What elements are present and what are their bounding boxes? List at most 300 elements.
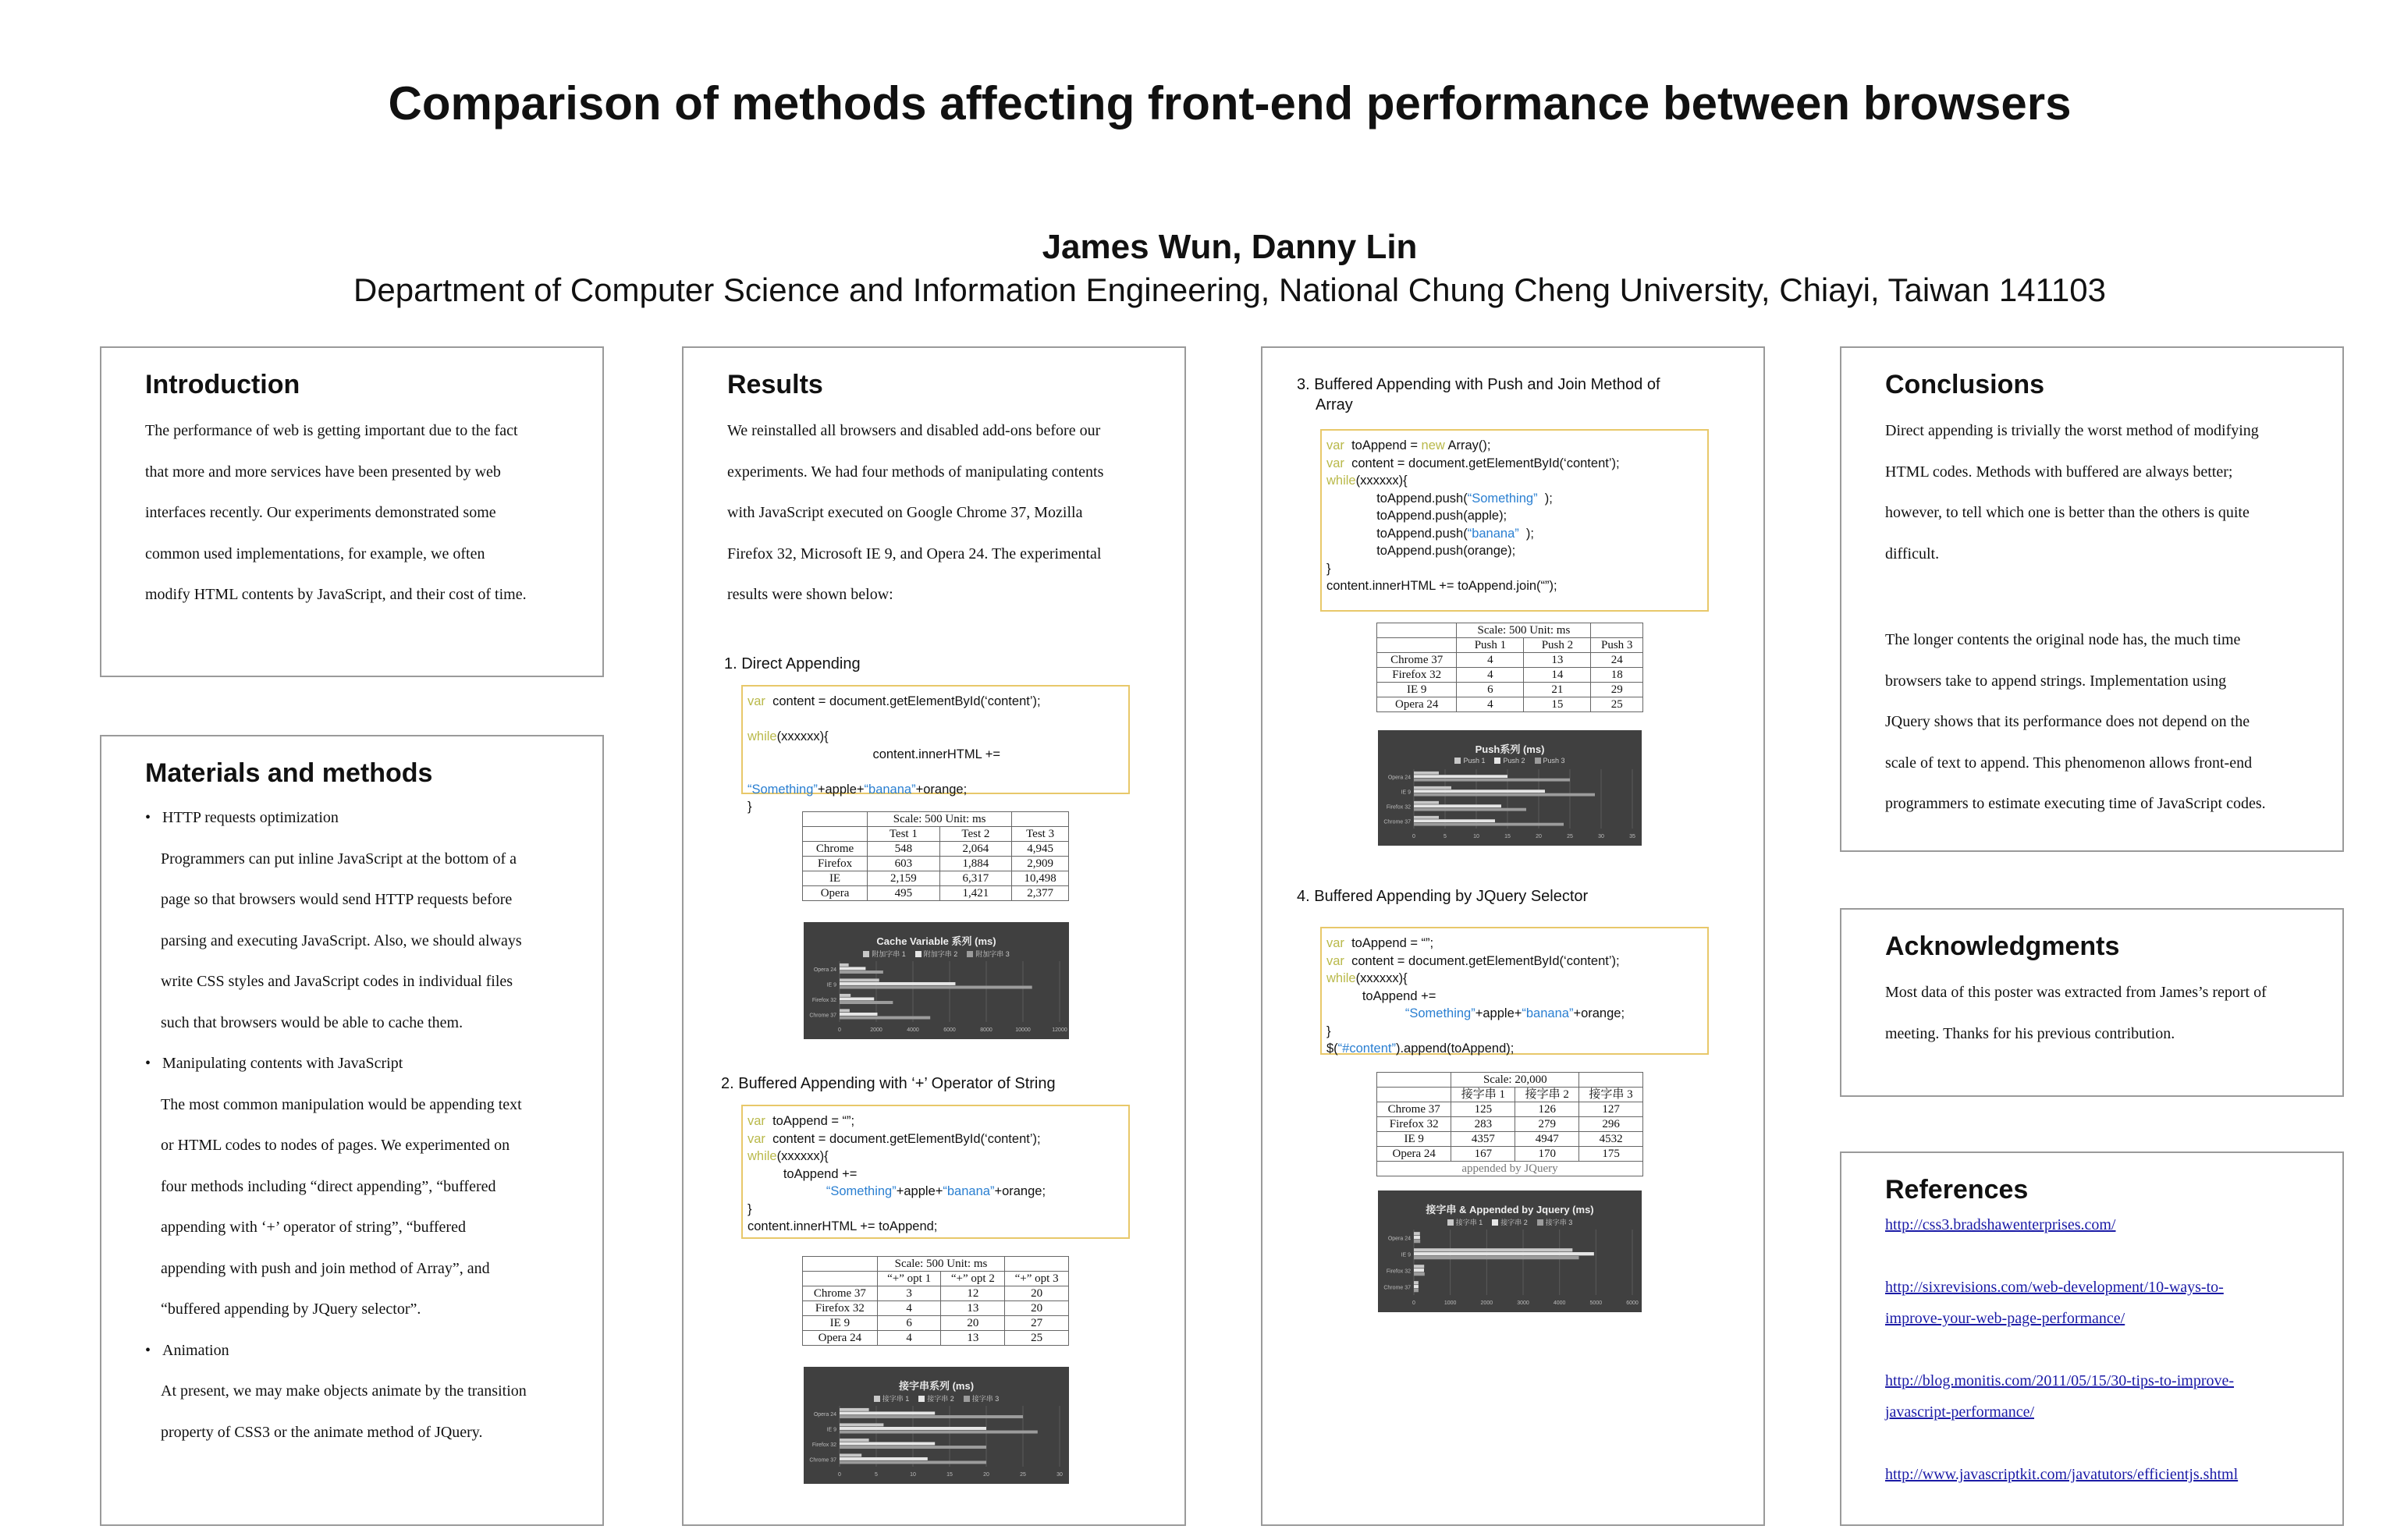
- bullet-body: [145, 839, 598, 1044]
- code-keyword: var: [748, 1114, 765, 1128]
- code-string: “Something”: [1467, 491, 1538, 506]
- code-text: ).append(toAppend);: [1395, 1041, 1515, 1056]
- reference-gap: [1885, 1428, 2338, 1459]
- table-row: [1377, 1132, 1643, 1147]
- x-tick-label: 30: [1598, 834, 1604, 839]
- table-cell: Chrome 37: [1377, 653, 1457, 668]
- bar: [840, 1013, 878, 1016]
- text-line: The performance of web is getting important due to the fact: [145, 422, 518, 439]
- table-header: “+” opt 2: [941, 1272, 1005, 1286]
- section-buffered-plus: 2. Buffered Appending with ‘+’ Operator of String: [721, 1075, 1056, 1092]
- reference-gap: [1885, 1240, 2338, 1272]
- bar: [1414, 1236, 1420, 1239]
- bar: [1414, 823, 1564, 826]
- x-tick-label: 0: [1412, 834, 1415, 839]
- bar: [1414, 801, 1439, 804]
- table-cell: 2,159: [868, 871, 940, 886]
- x-tick-label: 6000: [943, 1027, 956, 1033]
- code-text: content.innerHTML +=: [872, 747, 1001, 761]
- code-text: (xxxxxx){: [776, 1149, 829, 1163]
- code-text: );: [1537, 491, 1553, 506]
- text-line: At present, we may make objects animate by the transition: [161, 1382, 527, 1400]
- text-line: HTML codes. Methods with buffered are always better;: [1885, 463, 2233, 481]
- code-text: toAppend =: [1344, 438, 1422, 452]
- x-tick-label: 8000: [980, 1027, 993, 1033]
- bar: [1414, 1252, 1594, 1255]
- code-text: +apple+: [817, 782, 865, 797]
- code-string: “banana”: [1522, 1006, 1574, 1020]
- code-text: content.innerHTML += toAppend.join(“”);: [1326, 579, 1557, 593]
- code-keyword: var: [1326, 438, 1344, 452]
- table-header: 接字串 2: [1515, 1088, 1579, 1102]
- reference-gap: [1885, 1334, 2338, 1365]
- table-cell: 296: [1579, 1117, 1643, 1132]
- text-line: interfaces recently. Our experiments demonstrated some: [145, 504, 496, 521]
- bar: [1414, 1232, 1420, 1235]
- materials-text: [145, 797, 598, 1453]
- section-jquery: 4. Buffered Appending by JQuery Selector: [1297, 888, 1589, 905]
- affiliation: Department of Computer Science and Information Engineering, National Chung Cheng University, Chiayi, Taiwan 141103: [353, 271, 2106, 308]
- reference-link-2[interactable]: http://sixrevisions.com/web-development/10-ways-to-: [1885, 1279, 2224, 1296]
- code-text: +orange;: [994, 1184, 1046, 1198]
- table-cell: Chrome: [803, 842, 868, 857]
- code-keyword: while: [1326, 474, 1356, 488]
- y-category-label: Chrome 37: [1383, 819, 1411, 825]
- table-corner: [803, 827, 868, 842]
- chart-push: [1378, 730, 1642, 846]
- legend-entry: 接字串 2: [1492, 1219, 1528, 1226]
- table-cell: 2,909: [1012, 857, 1069, 871]
- y-category-label: Chrome 37: [809, 1013, 836, 1019]
- table-cell: 283: [1451, 1117, 1515, 1132]
- table-row: [803, 886, 1069, 901]
- bullet-animation: • Animation: [145, 1341, 229, 1359]
- table-row: [1377, 1147, 1643, 1162]
- text-line: difficult.: [1885, 545, 1940, 562]
- bar: [840, 1431, 1038, 1434]
- table-cell: 4: [1457, 668, 1524, 683]
- table-cell: Firefox 32: [803, 1301, 878, 1316]
- reference-link-3-cont[interactable]: javascript-performance/: [1885, 1403, 2035, 1421]
- table-cell: 12: [941, 1286, 1005, 1301]
- table-cell: Firefox: [803, 857, 868, 871]
- table-cell: 18: [1591, 668, 1643, 683]
- y-category-label: IE 9: [826, 982, 836, 988]
- conclusions-text: [1885, 410, 2338, 825]
- reference-link-1[interactable]: http://css3.bradshawenterprises.com/: [1885, 1216, 2116, 1233]
- bar: [840, 1427, 986, 1430]
- table-cell: 13: [941, 1301, 1005, 1316]
- x-tick-label: 20: [983, 1472, 989, 1478]
- table-header: “+” opt 3: [1005, 1272, 1069, 1286]
- code-text: content = document.getElementById(‘content’);: [1344, 456, 1620, 470]
- legend-entry: 接字串 1: [874, 1395, 910, 1403]
- code-keyword: while: [748, 729, 777, 743]
- table-cell: Opera 24: [1377, 697, 1457, 712]
- table-header: Test 1: [868, 827, 940, 842]
- table-row: [803, 1316, 1069, 1331]
- x-tick-label: 25: [1020, 1472, 1026, 1478]
- bar: [1414, 1269, 1424, 1272]
- bullet-body: [145, 1371, 598, 1453]
- x-tick-label: 5: [875, 1472, 878, 1478]
- table-cell: 4: [1457, 697, 1524, 712]
- code-keyword: var: [748, 1131, 765, 1146]
- x-tick-label: 12000: [1052, 1027, 1067, 1033]
- table-cell: 4947: [1515, 1132, 1579, 1147]
- code-text: +orange;: [1573, 1006, 1625, 1020]
- table-cell: 27: [1005, 1316, 1069, 1331]
- table-cell: 14: [1524, 668, 1591, 683]
- code-text: toAppend +=: [1362, 988, 1436, 1003]
- table-scale: Scale: 20,000: [1451, 1073, 1579, 1088]
- text-line: browsers take to append strings. Implementation using: [1885, 672, 2227, 690]
- table-cell: 127: [1579, 1102, 1643, 1117]
- bar: [840, 1001, 893, 1004]
- table-row: [803, 1331, 1069, 1346]
- legend-entry: Push 2: [1494, 757, 1525, 765]
- y-category-label: Firefox 32: [811, 997, 836, 1003]
- bar: [840, 1408, 869, 1411]
- code-keyword: var: [1326, 936, 1344, 950]
- x-tick-label: 20: [1536, 834, 1542, 839]
- text-line: four methods including “direct appending”, “buffered: [161, 1177, 496, 1195]
- code-jquery: [1320, 927, 1709, 1055]
- bar: [840, 994, 850, 997]
- section-line: 3. Buffered Appending with Push and Join Method of: [1297, 376, 1660, 393]
- text-line: parsing and executing JavaScript. Also, we should always: [161, 931, 522, 949]
- text-line: that more and more services have been presented by web: [145, 463, 501, 481]
- chart-title: Push系列 (ms): [1475, 743, 1545, 755]
- table-cell: 13: [1524, 653, 1591, 668]
- table-cell: 126: [1515, 1102, 1579, 1117]
- bar: [1414, 772, 1439, 775]
- section-direct-appending: 1. Direct Appending: [724, 655, 861, 672]
- table-header: 接字串 3: [1579, 1088, 1643, 1102]
- code-text: }: [1326, 1024, 1331, 1038]
- text-line: results were shown below:: [727, 586, 893, 603]
- chart-cache-variable: [804, 922, 1069, 1039]
- text-line: appending with ‘+’ operator of string”, “buffered: [161, 1219, 466, 1236]
- code-keyword: while: [1326, 971, 1356, 985]
- acknowledgments-text: [1885, 972, 2338, 1054]
- table-corner: [1377, 623, 1457, 638]
- x-tick-label: 10: [910, 1472, 916, 1478]
- bar: [840, 963, 849, 967]
- bar: [1414, 1248, 1572, 1251]
- table-cell: 20: [1005, 1286, 1069, 1301]
- table-cell: IE 9: [1377, 1132, 1451, 1147]
- y-category-label: Firefox 32: [1386, 1269, 1411, 1275]
- y-category-label: Firefox 32: [811, 1442, 836, 1448]
- table-cell: Chrome 37: [1377, 1102, 1451, 1117]
- table-cell: Firefox 32: [1377, 668, 1457, 683]
- table-corner: [1377, 1073, 1451, 1088]
- reference-link-2-cont[interactable]: improve-your-web-page-performance/: [1885, 1310, 2125, 1327]
- table-header: Push 1: [1457, 638, 1524, 653]
- bar: [840, 978, 879, 981]
- text-line: scale of text to append. This phenomenon allows front-end: [1885, 754, 2253, 772]
- code-text: toAppend.push(apple);: [1376, 509, 1507, 523]
- table-cell: 24: [1591, 653, 1643, 668]
- text-line: The most common manipulation would be appending text: [161, 1095, 522, 1113]
- code-direct-appending: [741, 685, 1130, 814]
- table-cell: Opera: [803, 886, 868, 901]
- table-scale: Scale: 500 Unit: ms: [877, 1257, 1004, 1272]
- code-keyword: var: [748, 694, 765, 708]
- code-text: toAppend.push(: [1376, 491, 1468, 506]
- bar: [840, 1442, 935, 1445]
- reference-link-4[interactable]: http://www.javascriptkit.com/javatutors/efficientjs.shtml: [1885, 1466, 2239, 1483]
- bar: [1414, 1265, 1424, 1268]
- table-header: 接字串 1: [1451, 1088, 1515, 1102]
- y-category-label: Opera 24: [1387, 775, 1411, 781]
- bar: [1414, 779, 1570, 782]
- table-row: [1377, 1102, 1643, 1117]
- table-cell: Opera 24: [1377, 1147, 1451, 1162]
- legend-entry: 附加字串 2: [915, 950, 958, 958]
- table-cell: 4357: [1451, 1132, 1515, 1147]
- text-line: We reinstalled all browsers and disabled add-ons before our: [727, 422, 1101, 439]
- bar: [840, 1423, 883, 1426]
- bar: [840, 970, 883, 974]
- text-line: experiments. We had four methods of manipulating contents: [727, 463, 1104, 481]
- code-text: toAppend.push(orange);: [1376, 544, 1516, 558]
- materials-panel: [100, 735, 604, 1526]
- table-row: [1377, 653, 1643, 668]
- bar: [1414, 1256, 1578, 1259]
- introduction-heading: Introduction: [145, 370, 300, 399]
- text-line: however, to tell which one is better than the others is quite: [1885, 504, 2250, 521]
- table-corner: [1377, 1088, 1451, 1102]
- x-tick-label: 10: [1473, 834, 1479, 839]
- table-cell: 279: [1515, 1117, 1579, 1132]
- text-line: common used implementations, for example, we often: [145, 545, 485, 562]
- conclusions-panel: [1840, 346, 2344, 852]
- bar: [840, 1457, 928, 1460]
- x-tick-label: 0: [1412, 1300, 1415, 1306]
- bar: [1414, 790, 1545, 793]
- x-tick-label: 15: [946, 1472, 953, 1478]
- chart-plot: [804, 1367, 1069, 1484]
- table-buffered-plus: [802, 1256, 1069, 1346]
- table-cell: 10,498: [1012, 871, 1069, 886]
- x-tick-label: 4000: [1553, 1300, 1566, 1306]
- chart-plot: [1378, 730, 1642, 846]
- text-line: Programmers can put inline JavaScript at the bottom of a: [161, 850, 517, 868]
- table-row: [803, 1286, 1069, 1301]
- x-tick-label: 1000: [1444, 1300, 1457, 1306]
- table-cell: 125: [1451, 1102, 1515, 1117]
- code-text: content.innerHTML += toAppend;: [748, 1219, 938, 1233]
- table-scale: Scale: 500 Unit: ms: [1457, 623, 1591, 638]
- bullet-body: [145, 1084, 598, 1330]
- table-corner: [803, 812, 868, 827]
- x-tick-label: 4000: [907, 1027, 919, 1033]
- text-line: JQuery shows that its performance does not depend on the: [1885, 713, 2250, 730]
- code-text: +orange;: [915, 782, 968, 797]
- y-category-label: IE 9: [1401, 790, 1411, 796]
- text-line: appending with push and join method of Array”, and: [161, 1259, 490, 1277]
- code-text: +apple+: [1475, 1006, 1522, 1020]
- table-cell: Firefox 32: [1377, 1117, 1451, 1132]
- table-cell: Opera 24: [803, 1331, 878, 1346]
- bar: [840, 1415, 1023, 1418]
- code-text: content = document.getElementById(‘content’);: [765, 694, 1041, 708]
- results-text: [727, 410, 1180, 616]
- code-text: content = document.getElementById(‘content’);: [1344, 953, 1620, 968]
- text-line: programmers to estimate executing time of JavaScript codes.: [1885, 795, 2266, 812]
- x-tick-label: 0: [838, 1472, 841, 1478]
- table-cell: [1579, 1073, 1643, 1088]
- table-push-join: [1376, 623, 1643, 712]
- table-cell: 29: [1591, 683, 1643, 697]
- text-line: write CSS styles and JavaScript codes in individual files: [161, 973, 513, 990]
- chart-title: 接字串系列 (ms): [898, 1380, 975, 1392]
- code-string: “banana”: [1467, 526, 1519, 541]
- authors: James Wun, Danny Lin: [1042, 228, 1418, 266]
- x-tick-label: 3000: [1517, 1300, 1529, 1306]
- legend-entry: 附加字串 3: [967, 950, 1010, 958]
- table-row: [1377, 668, 1643, 683]
- bar: [840, 986, 1032, 989]
- bar: [840, 1453, 861, 1457]
- bar: [1414, 1289, 1419, 1292]
- table-header: Test 2: [939, 827, 1012, 842]
- code-text: toAppend.push(: [1376, 526, 1468, 541]
- table-corner: [803, 1257, 878, 1272]
- results-panel-2: [1261, 346, 1765, 1526]
- table-header: Push 3: [1591, 638, 1643, 653]
- legend-entry: Push 3: [1535, 757, 1565, 765]
- code-text: }: [748, 800, 752, 814]
- table-cell: 603: [868, 857, 940, 871]
- table-cell: 175: [1579, 1147, 1643, 1162]
- introduction-text: [145, 410, 598, 616]
- poster-title: Comparison of methods affecting front-end performance between browsers: [388, 77, 2072, 130]
- table-cell: 2,064: [939, 842, 1012, 857]
- materials-heading: Materials and methods: [145, 758, 433, 788]
- table-cell: 13: [941, 1331, 1005, 1346]
- code-text: +apple+: [896, 1184, 943, 1198]
- code-string: “banana”: [864, 782, 916, 797]
- code-string: “#content”: [1337, 1041, 1396, 1056]
- bar: [840, 1411, 935, 1414]
- table-header: “+” opt 1: [877, 1272, 941, 1286]
- table-cell: [1591, 623, 1643, 638]
- chart-title: Cache Variable 系列 (ms): [876, 935, 996, 947]
- code-text: (xxxxxx){: [1355, 971, 1408, 985]
- x-tick-label: 35: [1629, 834, 1635, 839]
- bullet-label: Manipulating contents with JavaScript: [162, 1055, 403, 1072]
- text-line: property of CSS3 or the animate method of JQuery.: [161, 1423, 483, 1441]
- results-panel: [682, 346, 1186, 1526]
- table-cell: 15: [1524, 697, 1591, 712]
- references-list: [1885, 1209, 2338, 1490]
- paragraph-gap: [1885, 574, 2338, 619]
- bar: [1414, 775, 1507, 778]
- table-row: [803, 842, 1069, 857]
- code-buffered-plus: [741, 1105, 1130, 1239]
- text-line: with JavaScript executed on Google Chrome 37, Mozilla: [727, 504, 1083, 521]
- table-cell: 1,421: [939, 886, 1012, 901]
- code-keyword: new: [1421, 438, 1445, 452]
- bar: [840, 1009, 850, 1012]
- legend-entry: 接字串 3: [964, 1395, 1000, 1403]
- table-row: [803, 1301, 1069, 1316]
- table-cell: IE 9: [803, 1316, 878, 1331]
- table-header: Push 2: [1524, 638, 1591, 653]
- x-tick-label: 5: [1444, 834, 1447, 839]
- bar: [1414, 816, 1439, 819]
- bullet-label: Animation: [162, 1341, 229, 1359]
- chart-plot: [804, 922, 1069, 1039]
- table-cell: 20: [941, 1316, 1005, 1331]
- x-tick-label: 0: [838, 1027, 841, 1033]
- code-text: Array();: [1444, 438, 1491, 452]
- bar: [1414, 793, 1595, 797]
- table-cell: 21: [1524, 683, 1591, 697]
- text-line: Most data of this poster was extracted from James’s report of: [1885, 984, 2267, 1001]
- results-heading: Results: [727, 370, 823, 399]
- table-cell: [1012, 812, 1069, 827]
- table-cell: [1005, 1257, 1069, 1272]
- table-scale: Scale: 500 Unit: ms: [868, 812, 1012, 827]
- references-heading: References: [1885, 1175, 2029, 1205]
- table-footer: appended by JQuery: [1377, 1162, 1643, 1176]
- code-text: (xxxxxx){: [776, 729, 829, 743]
- x-tick-label: 25: [1567, 834, 1573, 839]
- x-tick-label: 6000: [1626, 1300, 1639, 1306]
- table-header: Test 3: [1012, 827, 1069, 842]
- legend-entry: 接字串 2: [918, 1395, 954, 1403]
- bar: [840, 1446, 986, 1449]
- table-cell: 170: [1515, 1147, 1579, 1162]
- table-row: [1377, 697, 1643, 712]
- y-category-label: IE 9: [826, 1427, 836, 1433]
- text-line: meeting. Thanks for his previous contribution.: [1885, 1024, 2175, 1042]
- table-cell: 1,884: [939, 857, 1012, 871]
- code-text: toAppend = “”;: [1344, 936, 1434, 950]
- bar: [1414, 804, 1501, 807]
- table-cell: 4: [877, 1331, 941, 1346]
- table-row: [803, 857, 1069, 871]
- legend-entry: 接字串 1: [1447, 1219, 1483, 1226]
- reference-link-3[interactable]: http://blog.monitis.com/2011/05/15/30-tips-to-improve-: [1885, 1372, 2235, 1389]
- chart-plot: [1378, 1190, 1642, 1312]
- y-category-label: Chrome 37: [809, 1457, 836, 1464]
- y-category-label: Chrome 37: [1383, 1285, 1411, 1291]
- code-text: }: [1326, 561, 1331, 576]
- bar: [840, 1461, 986, 1464]
- bar: [840, 1439, 869, 1442]
- table-cell: 548: [868, 842, 940, 857]
- text-line: modify HTML contents by JavaScript, and their cost of time.: [145, 586, 527, 603]
- table-cell: IE: [803, 871, 868, 886]
- text-line: or HTML codes to nodes of pages. We experimented on: [161, 1137, 510, 1154]
- bar: [1414, 1240, 1420, 1243]
- section-push-join: [1297, 374, 1734, 415]
- acknowledgments-heading: Acknowledgments: [1885, 931, 2120, 961]
- bar: [840, 997, 874, 1000]
- bar: [1414, 1285, 1419, 1288]
- bar: [1414, 1281, 1419, 1284]
- code-text: );: [1518, 526, 1535, 541]
- table-cell: 4: [877, 1301, 941, 1316]
- table-cell: 167: [1451, 1147, 1515, 1162]
- y-category-label: Firefox 32: [1386, 804, 1411, 811]
- table-cell: IE 9: [1377, 683, 1457, 697]
